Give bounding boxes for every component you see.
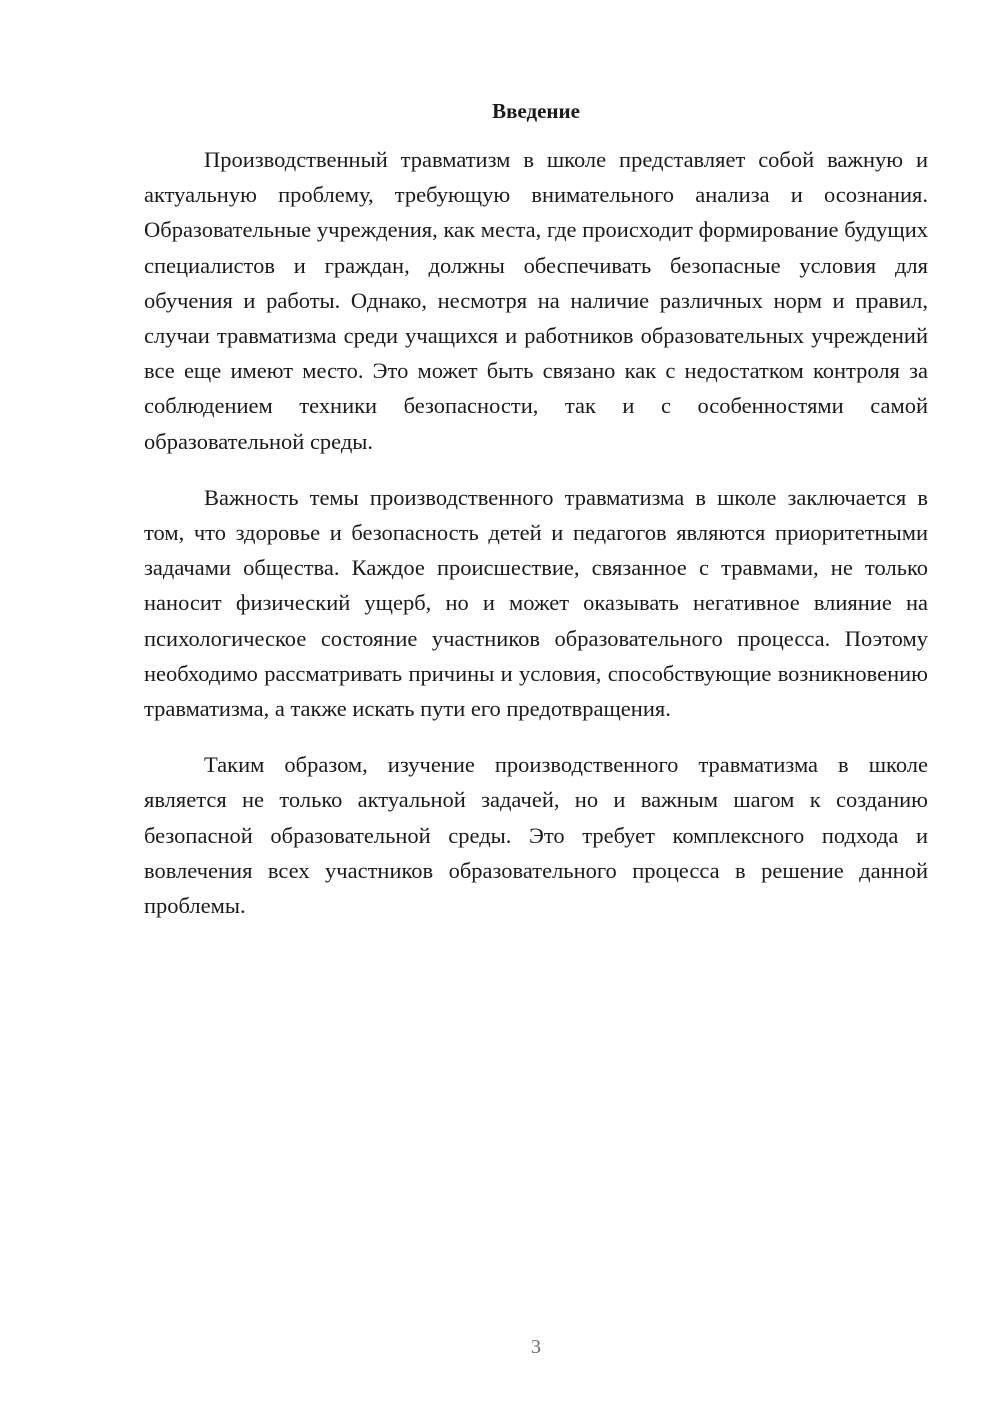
paragraph-2: Важность темы производственного травматизма в школе заключается в том, что здоровье и безопасность детей и педагогов являются приоритетными задачами общества. Каждое происшествие, связанное с травмами, не только наносит физический ущерб, но и может оказывать негативное влияние на психологическое состояние участников образовательного процесса. Поэтому необходимо рассматривать причины и условия, способствующие возникновению травматизма, а также искать пути его предотвращения. xyxy=(144,484,928,722)
paragraph-1: Производственный травматизм в школе представляет собой важную и актуальную проблему, требующую внимательного анализа и осознания. Образовательные учреждения, как места, где происходит формирование будущих специалистов и граждан, должны обеспечивать безопасные условия для обучения и работы. Однако, несмотря на наличие различных норм и правил, случаи травматизма среди учащихся и работников образовательных учреждений все еще имеют место. Это может быть связано как с недостатком контроля за соблюдением техники безопасности, так и с особенностями самой образовательной среды. xyxy=(144,147,928,454)
paragraph-3: Таким образом, изучение производственного травматизма в школе является не только актуальной задачей, но и важным шагом к созданию безопасной образовательной среды. Это требует комплексного подхода и вовлечения всех участников образовательного процесса в решение данной проблемы. xyxy=(144,752,928,919)
body-text xyxy=(144,142,928,944)
section-title: Введение xyxy=(492,99,580,123)
page-number: 3 xyxy=(531,1336,541,1358)
